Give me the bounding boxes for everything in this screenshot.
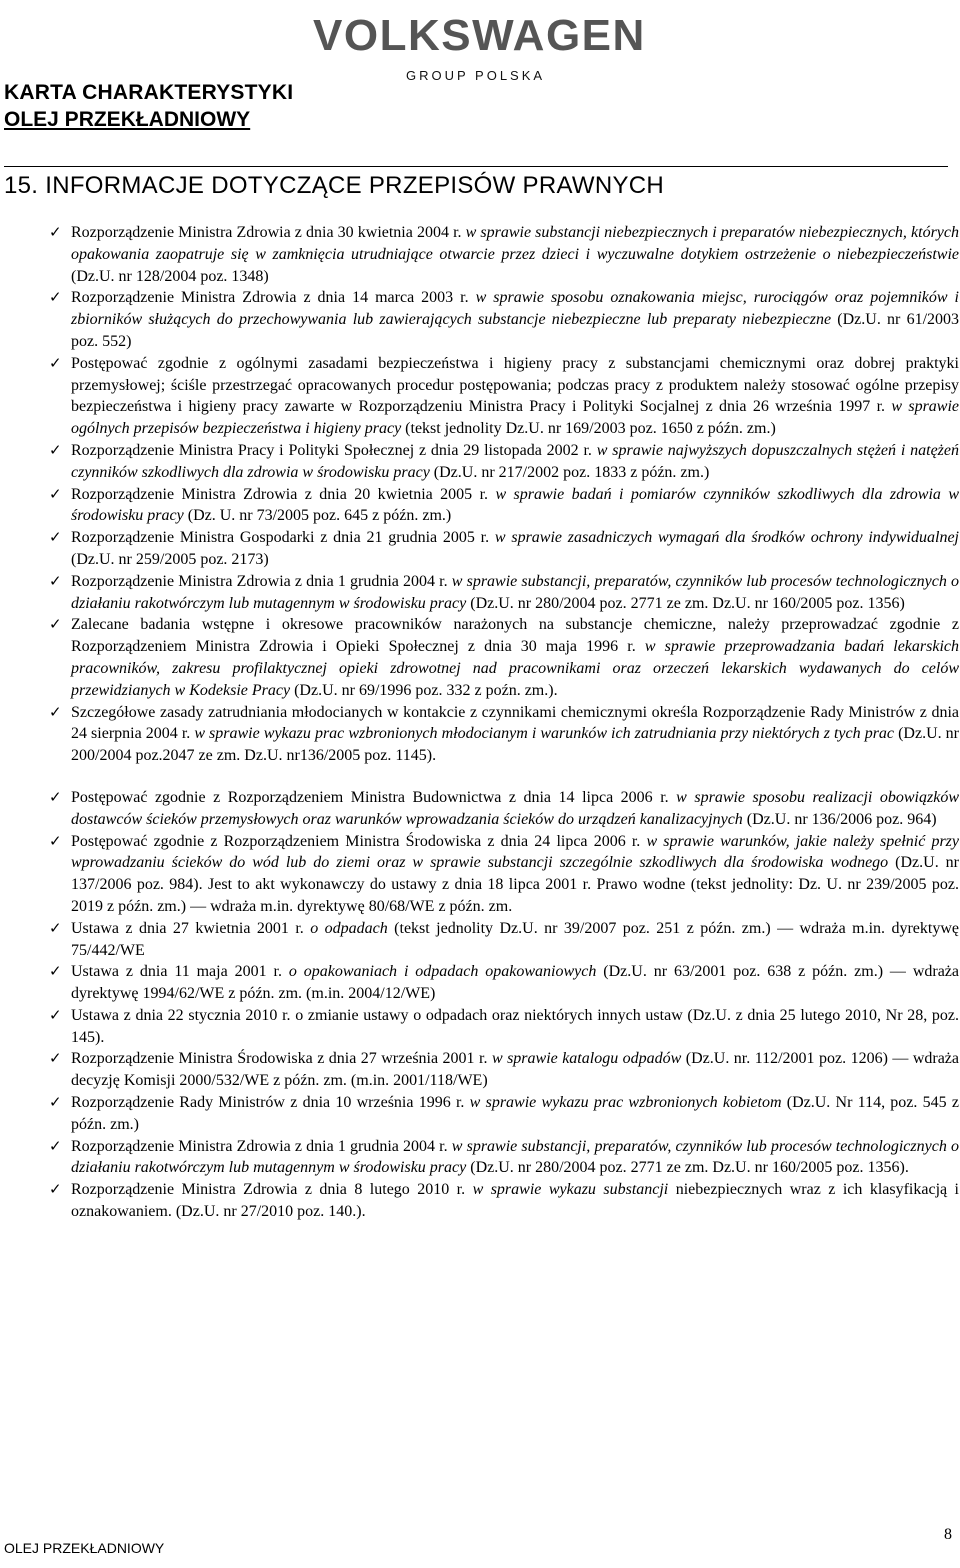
regulation-title: w sprawie zasadniczych wymagań dla środków ochrony indywidualnej — [494, 529, 959, 547]
checkmark-icon: ✓ — [49, 918, 62, 937]
checkmark-icon: ✓ — [49, 1093, 62, 1112]
list-item — [49, 1048, 959, 1092]
regulation-text: Rozporządzenie Ministra Zdrowia z dnia 1 grudnia 2004 r. — [71, 572, 452, 590]
regulation-text: niebezpiecznych wraz z ich klasyfikacją i oznakowaniem. (Dz.U. nr 27/2010 poz. 140.). — [71, 1181, 959, 1221]
checkmark-icon: ✓ — [49, 440, 62, 459]
list-item — [49, 222, 959, 287]
regulation-text: Rozporządzenie Ministra Zdrowia z dnia 8 lutego 2010 r. — [71, 1181, 473, 1199]
regulation-text: (tekst jednolity Dz.U. nr 39/2007 poz. 251 z późn. zm.) — wdraża m.in. dyrektywę 75/442/WE — [71, 919, 960, 959]
list-item — [49, 961, 959, 1005]
page-number: 8 — [944, 1526, 952, 1543]
regulation-title: w sprawie wykazu prac wzbronionych kobietom — [469, 1094, 782, 1112]
regulation-text: Postępować zgodnie z Rozporządzeniem Ministra Budownictwa z dnia 14 lipca 2006 r. — [71, 788, 677, 806]
regulation-text: (Dz. U. nr 73/2005 poz. 645 z późn. zm.) — [183, 507, 452, 525]
regulation-text: Rozporządzenie Ministra Zdrowia z dnia 1 grudnia 2004 r. — [71, 1137, 452, 1155]
regulation-text: (Dz.U. nr 128/2004 poz. 1348) — [71, 267, 269, 285]
volkswagen-logo — [313, 10, 646, 83]
logo-wordmark: VOLKSWAGEN — [313, 11, 646, 60]
regulation-text: (Dz.U. Nr 114, poz. 545 z późn. zm.) — [71, 1094, 960, 1133]
regulation-title: w sprawie najwyższych dopuszczalnych stężeń i natężeń czynników szkodliwych dla zdrowia w środowisku pracy — [71, 441, 960, 481]
regulation-title: w sprawie katalogu odpadów — [491, 1050, 682, 1068]
section-title: 15. INFORMACJE DOTYCZĄCE PRZEPISÓW PRAWNYCH — [4, 172, 665, 199]
regulation-title: w sprawie sposobu oznakowania miejsc, rurociągów oraz pojemników i zbiorników służących do przechowywania lub zawierających substancje niebezpieczne lub preparaty niebezpieczne — [71, 289, 959, 329]
checkmark-icon: ✓ — [49, 484, 62, 503]
regulation-text: (Dz.U. nr 61/2003 poz. 552) — [71, 311, 960, 350]
regulation-text: Rozporządzenie Ministra Zdrowia z dnia 30 kwietnia 2004 r. — [71, 224, 466, 241]
regulation-title: w sprawie wykazu prac wzbronionych młodocianym i warunków ich zatrudniania przy niektórych z tych prac — [194, 725, 895, 743]
checkmark-icon: ✓ — [49, 787, 62, 806]
list-item — [49, 287, 959, 352]
regulation-text: (Dz.U. nr 69/1996 poz. 332 z poźn. zm.). — [290, 681, 558, 699]
regulation-text: Rozporządzenie Ministra Pracy i Polityki Społecznej z dnia 29 listopada 2002 r. — [71, 441, 597, 459]
checkmark-icon: ✓ — [49, 962, 62, 981]
header-divider — [4, 166, 948, 167]
regulation-text: (Dz.U. nr 259/2005 poz. 2173) — [71, 550, 269, 568]
list-item — [49, 918, 959, 962]
regulation-title: w sprawie warunków, jakie należy spełnić przy wprowadzaniu ścieków do wód lub do ziemi oraz w sprawie substancji szczególnie szkodliwych dla środowiska wodnego — [71, 832, 960, 872]
regulations-list — [49, 222, 959, 1223]
checkmark-icon: ✓ — [49, 1049, 62, 1068]
list-item — [49, 1005, 959, 1049]
regulation-text: Rozporządzenie Ministra Gospodarki z dnia 21 grudnia 2005 r. — [71, 529, 495, 547]
checkmark-icon: ✓ — [49, 528, 62, 547]
checkmark-icon: ✓ — [49, 831, 62, 850]
regulation-text: (Dz.U. nr 280/2004 poz. 2771 ze zm. Dz.U. nr 160/2005 poz. 1356). — [466, 1159, 909, 1177]
checkmark-icon: ✓ — [49, 223, 62, 241]
footer-product-name: OLEJ PRZEKŁADNIOWY — [4, 1540, 165, 1556]
spacer — [49, 767, 959, 787]
checkmark-icon: ✓ — [49, 353, 62, 372]
list-item — [49, 353, 959, 440]
list-item — [49, 1136, 959, 1180]
list-item — [49, 787, 959, 831]
regulation-text: (Dz.U. nr. 112/2001 poz. 1206) — wdraża decyzję Komisji 2000/532/WE z późn. zm. (m.in. 2001/118/WE) — [71, 1050, 960, 1090]
checkmark-icon: ✓ — [49, 615, 62, 634]
checkmark-icon: ✓ — [49, 1180, 62, 1199]
regulation-text: Ustawa z dnia 27 kwietnia 2001 r. — [71, 919, 311, 937]
regulation-title: w sprawie przeprowadzania badań lekarskich pracowników, zakresu profilaktycznej opieki zdrowotnej nad pracownikami oraz orzeczeń lekarskich wydawanych do celów przewidzianych w Kodeksie Pracy — [71, 638, 960, 699]
regulation-text: Postępować zgodnie z Rozporządzeniem Ministra Środowiska z dnia 24 lipca 2006 r. — [71, 832, 647, 850]
regulation-text: (Dz.U. nr 63/2001 poz. 638 z późn. zm.) — wdraża dyrektywę 1994/62/WE z późn. zm. (m.in. 2004/12/WE) — [71, 963, 960, 1003]
regulation-text: (Dz.U. nr 280/2004 poz. 2771 ze zm. Dz.U. nr 160/2005 poz. 1356) — [466, 594, 905, 612]
regulation-title: w sprawie wykazu substancji — [472, 1181, 669, 1199]
regulation-text: Zalecane badania wstępne i okresowe pracowników narażonych na substancje chemiczne, należy przeprowadzać zgodnie z Rozporządzeniem Ministra Zdrowia i Opieki Społecznej z dnia 30 maja 1996 r. — [71, 616, 959, 656]
regulation-text: Postępować zgodnie z ogólnymi zasadami bezpieczeństwa i higieny pracy z substancjami chemicznymi oraz dobrej praktyki przemysłowej; ściśle przestrzegać opracowanych procedur postępowania; podczas pracy z produktem należy stosować ogólne przepisy bezpieczeństwa i higieny pracy zawarte w Rozporządzeniu Ministra Pracy i Polityki Socjalnej z dnia 26 września 1997 r. — [71, 354, 959, 416]
list-item — [49, 571, 959, 615]
checkmark-icon: ✓ — [49, 1005, 62, 1024]
checkmark-icon: ✓ — [49, 1136, 62, 1155]
regulation-title: w sprawie substancji niebezpiecznych i preparatów niebezpiecznych, których opakowania zaopatruje się w zamknięcia utrudniające otwarcie przez dzieci i wyczuwalne dotykiem ostrzeżenie o niebezpieczeństwie — [71, 224, 960, 263]
document-title: KARTA CHARAKTERYSTYKI — [4, 81, 294, 104]
regulation-text: Ustawa z dnia 22 stycznia 2010 r. o zmianie ustawy o odpadach oraz niektórych innych ustaw (Dz.U. z dnia 25 lutego 2010, Nr 28, poz. 145). — [71, 1006, 959, 1046]
list-item — [49, 831, 959, 918]
regulation-text: Szczegółowe zasady zatrudniania młodocianych w kontakcie z czynnikami chemicznymi określa Rozporządzenie Rady Ministrów z dnia 24 sierpnia 2004 r. — [71, 703, 959, 743]
list-item — [49, 614, 959, 701]
regulation-title: w sprawie substancji, preparatów, czynników lub procesów technologicznych o działaniu rakotwórczym lub mutagennym w środowisku pracy — [71, 1137, 959, 1177]
regulation-title: o odpadach — [310, 919, 388, 937]
regulation-text: Rozporządzenie Ministra Środowiska z dnia 27 września 2001 r. — [71, 1050, 492, 1068]
checkmark-icon: ✓ — [49, 702, 62, 721]
regulation-text: (tekst jednolity Dz.U. nr 169/2003 poz. 1650 z późn. zm.) — [401, 420, 776, 438]
regulation-text: Ustawa z dnia 11 maja 2001 r. — [71, 963, 289, 981]
list-item — [49, 702, 959, 767]
regulation-title: w sprawie badań i pomiarów czynników szkodliwych dla zdrowia w środowisku pracy — [71, 485, 959, 525]
document-header — [4, 80, 293, 134]
regulation-text: (Dz.U. nr 136/2006 poz. 964) — [742, 810, 937, 828]
list-item — [49, 1179, 959, 1223]
regulation-title: o opakowaniach i odpadach opakowaniowych — [288, 963, 597, 981]
list-item — [49, 440, 959, 484]
regulation-text: (Dz.U. nr 137/2006 poz. 984). Jest to akt wykonawczy do ustawy z dnia 18 lipca 2001 r. Prawo wodne (tekst jednolity: Dz. U. nr 239/2005 poz. 2019 z późn. zm.) — wdraża m.in. dyrektywę 80/68/WE z późn. zm. — [71, 854, 959, 915]
list-item — [49, 527, 959, 571]
product-name: OLEJ PRZEKŁADNIOWY — [4, 108, 251, 131]
regulation-title: w sprawie substancji, preparatów, czynników lub procesów technologicznych o działaniu rakotwórczym lub mutagennym w środowisku pracy — [71, 572, 959, 612]
regulation-text: Rozporządzenie Rady Ministrów z dnia 10 września 1996 r. — [71, 1094, 470, 1112]
list-item — [49, 1092, 959, 1136]
regulation-text: Rozporządzenie Ministra Zdrowia z dnia 14 marca 2003 r. — [71, 289, 476, 307]
regulation-text: (Dz.U. nr 200/2004 poz.2047 ze zm. Dz.U. nr136/2005 poz. 1145). — [71, 725, 960, 765]
checkmark-icon: ✓ — [49, 288, 62, 307]
regulation-title: w sprawie sposobu realizacji obowiązków dostawców ścieków przemysłowych oraz warunków wprowadzania ścieków do urządzeń kanalizacyjnych — [71, 788, 959, 828]
regulation-text: (Dz.U. nr 217/2002 poz. 1833 z późn. zm.) — [429, 463, 710, 481]
logo-subtitle: GROUP POLSKA — [406, 68, 546, 83]
regulation-text: Rozporządzenie Ministra Zdrowia z dnia 20 kwietnia 2005 r. — [71, 485, 496, 503]
regulation-title: w sprawie ogólnych przepisów bezpieczeństwa i higieny pracy — [71, 398, 960, 438]
checkmark-icon: ✓ — [49, 571, 62, 590]
list-item — [49, 484, 959, 528]
